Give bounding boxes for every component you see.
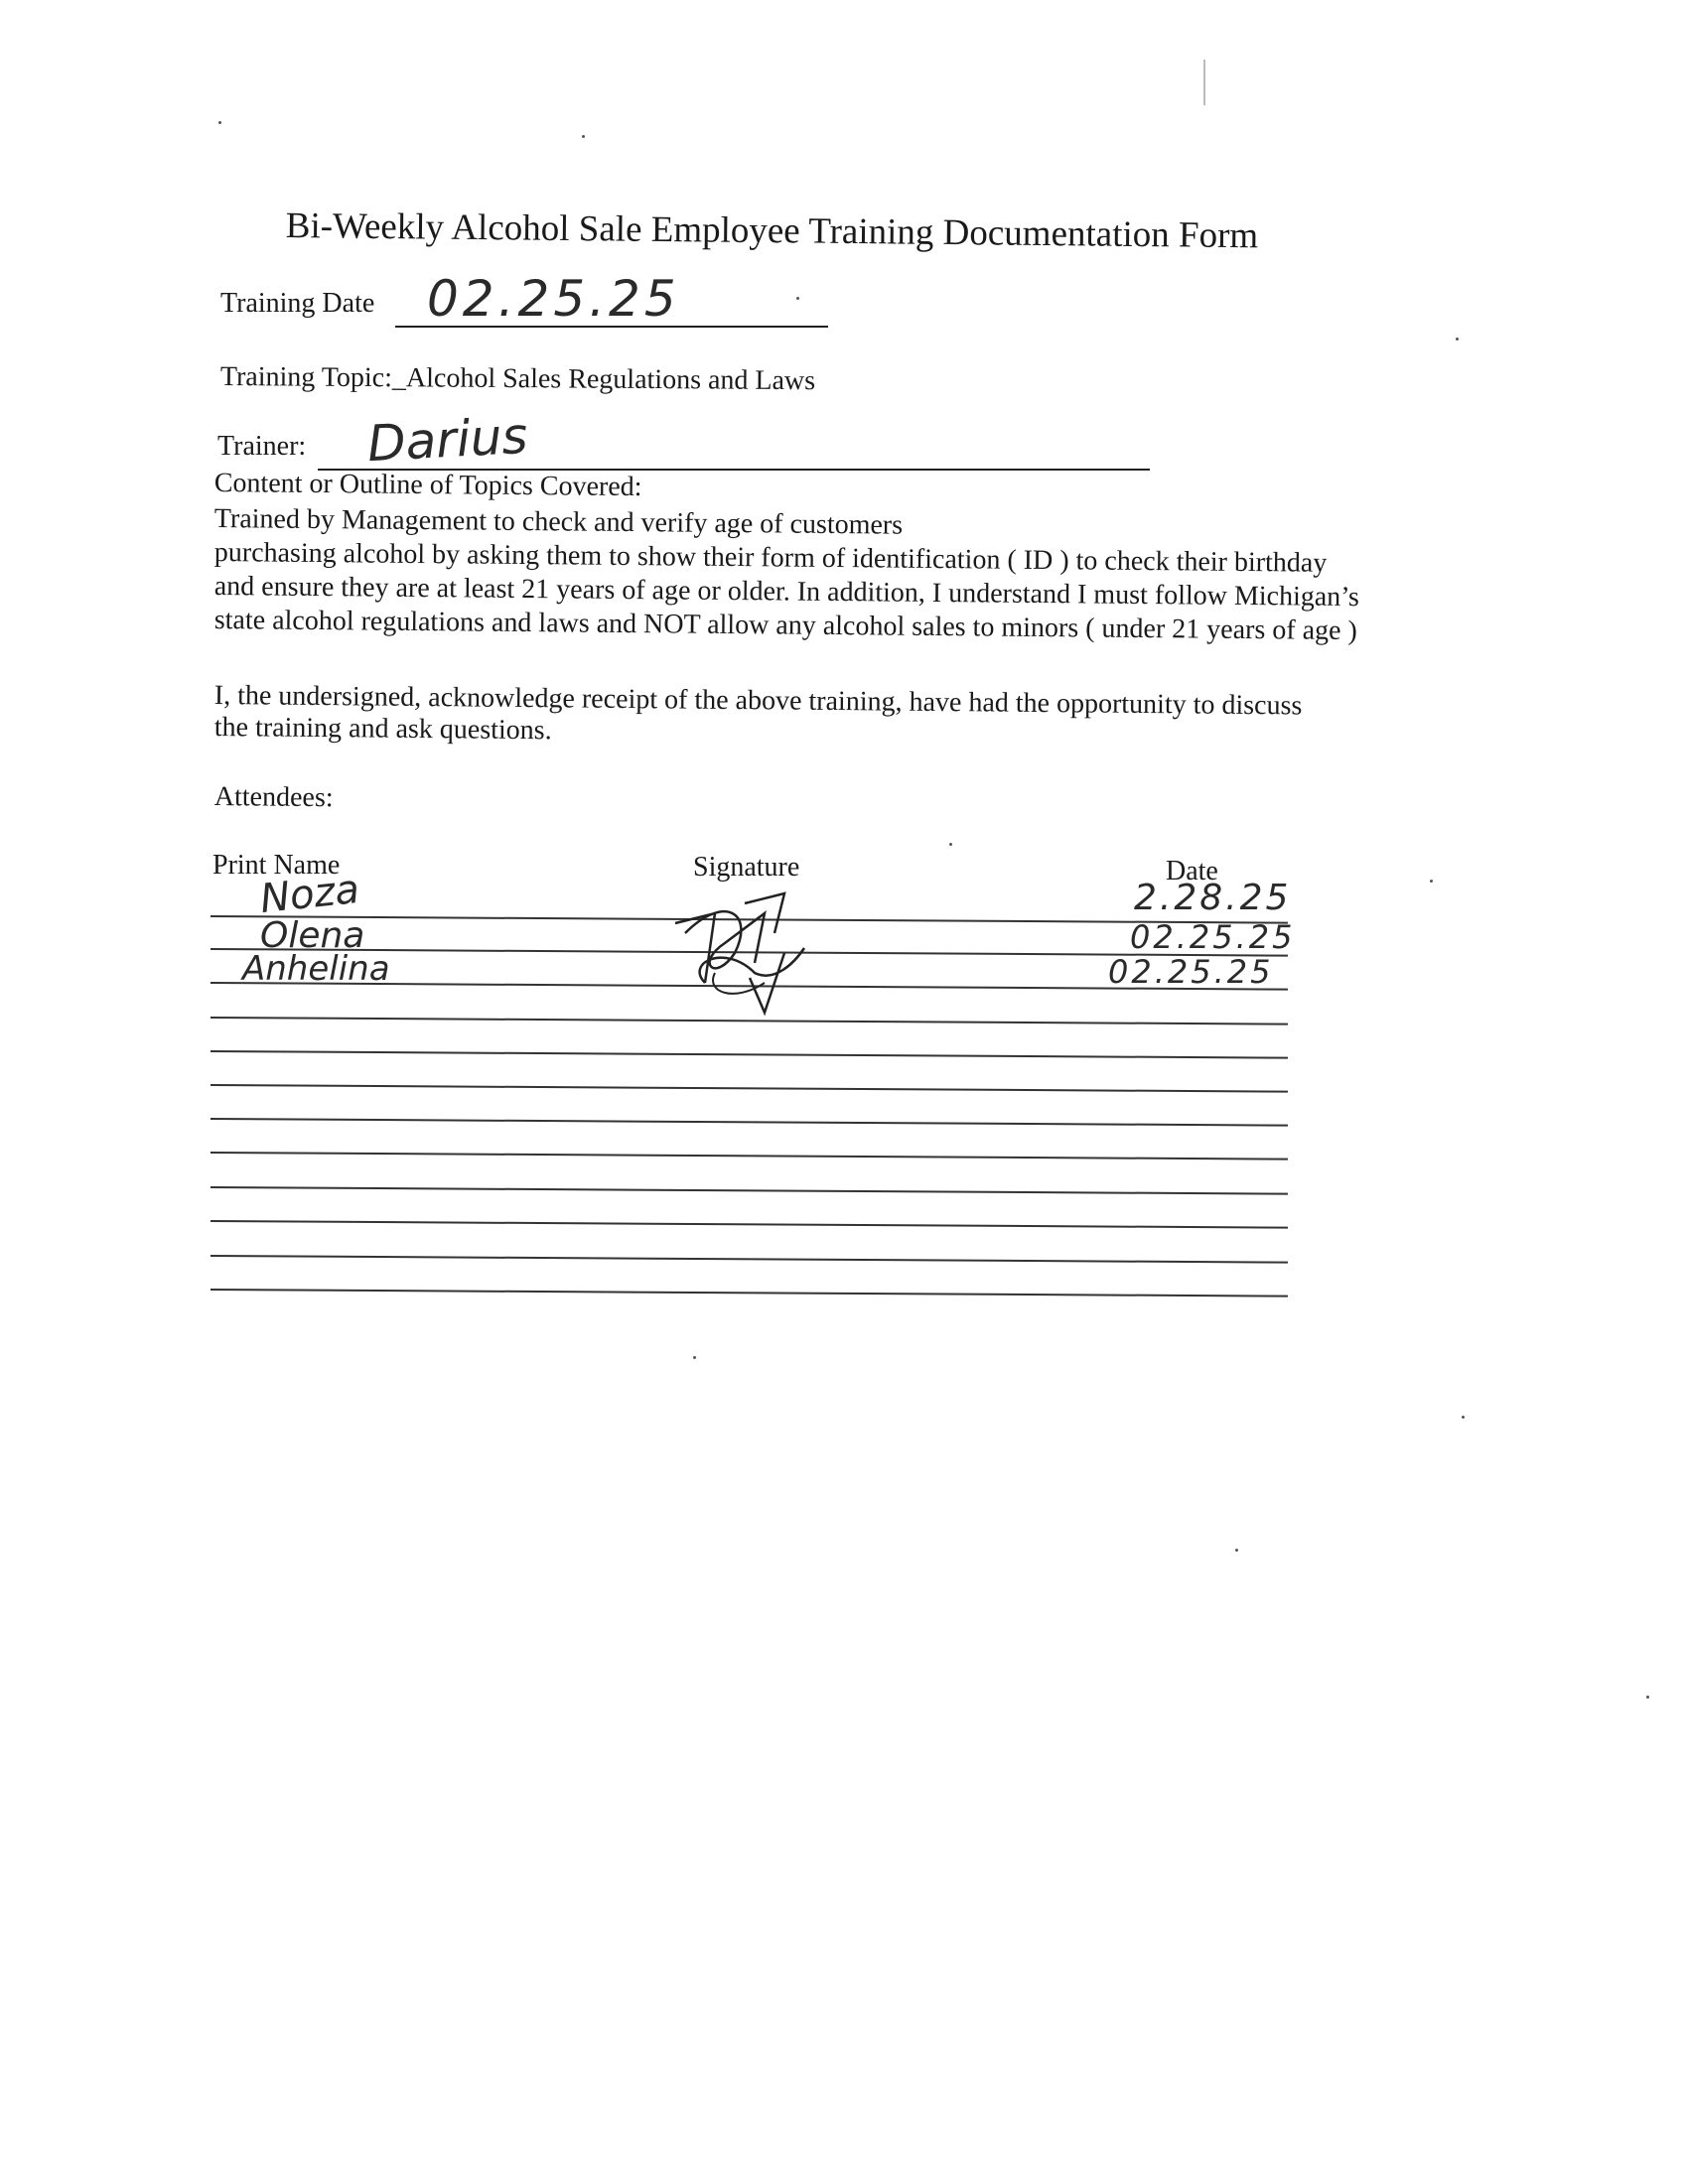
signature-row-line [211,1118,1288,1127]
scan-speck [218,121,221,124]
attendee-name-2: Olena [260,915,365,956]
column-header-print-name: Print Name [212,850,341,881]
attendee-name-1: Noza [257,866,362,923]
content-line-3: and ensure they are at least 21 years of age or older. In addition, I understand I must follow Michigan’s [213,570,1360,614]
signature-row-line [211,1186,1288,1195]
training-date-label: Training Date [220,288,375,319]
content-line-1: Trained by Management to check and verify age of customers [213,502,904,541]
acknowledgement-line-2: the training and ask questions. [213,711,552,747]
scan-mark [1203,60,1205,105]
content-label: Content or Outline of Topics Covered: [213,467,642,503]
training-topic-value: Alcohol Sales Regulations and Laws [405,362,816,397]
attendee-name-3: Anhelina [242,949,390,989]
attendee-date-2: 02.25.25 [1130,918,1296,956]
scan-speck [1646,1696,1649,1699]
content-line-4: state alcohol regulations and laws and NOT allow any alcohol sales to minors ( under 21 years of age ) [213,604,1357,647]
attendees-label: Attendees: [213,780,334,814]
signature-row-line [211,1220,1288,1229]
scan-speck [1456,338,1459,341]
scan-speck [1235,1549,1238,1552]
training-topic-row [220,361,815,397]
scan-speck [582,135,585,138]
column-header-signature: Signature [693,852,800,883]
signature-row-line [211,1255,1288,1264]
trainer-signature: Darius [365,406,529,474]
form-title: Bi-Weekly Alcohol Sale Employee Training Documentation Form [285,205,1259,257]
column-header-date: Date [1166,856,1218,887]
scan-speck [949,843,952,846]
scan-speck [693,1356,696,1359]
content-line-2: purchasing alcohol by asking them to show their form of identification ( ID ) to check their birthday [213,536,1328,579]
attendee-date-3: 02.25.25 [1108,953,1274,991]
signature-row-line [211,1152,1288,1160]
acknowledgement-line-1: I, the undersigned, acknowledge receipt of the above training, have had the opportunity to discuss [213,679,1303,722]
signature-row-line [211,1084,1288,1093]
signature-row-line [211,1289,1288,1297]
training-topic-label: Training Topic:_ [219,361,407,394]
trainer-label: Trainer: [217,431,307,462]
attendee-signatures-scribble [645,874,844,1032]
attendee-date-1: 2.28.25 [1134,878,1292,918]
scan-speck [1462,1416,1465,1419]
scan-speck [1430,880,1433,883]
scan-speck [796,297,799,300]
training-date-value: 02.25.25 [427,270,680,328]
signature-row-line [211,1050,1288,1059]
